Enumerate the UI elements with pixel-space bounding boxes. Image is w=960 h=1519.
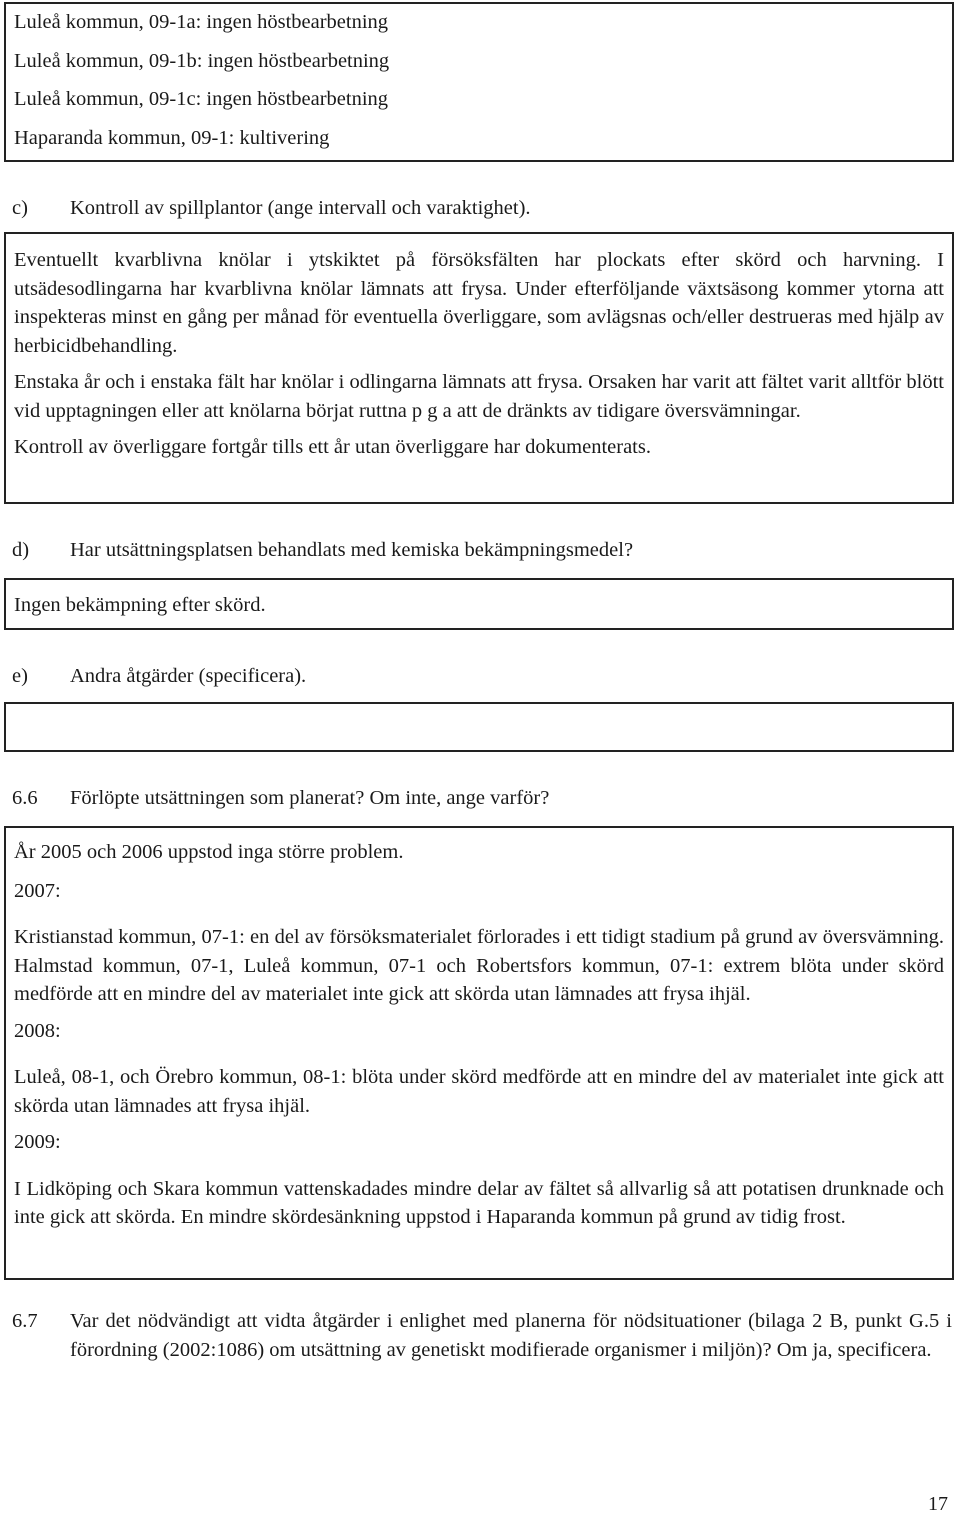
municipality-list-box (4, 2, 954, 162)
year-heading-2008: 2008: (14, 1019, 61, 1042)
list-line: Luleå kommun, 09-1c: ingen höstbearbetning (14, 88, 389, 110)
page-number: 17 (928, 1493, 948, 1515)
answer-paragraph: Enstaka år och i enstaka fält har knölar i odlingarna lämnats att frysa. Orsaken har varit att fältet varit alltför blött vid upptagningen eller att knölarna börjat ruttna p g a att de dränkts av tidigare översvämningar. (14, 371, 944, 422)
question-number: 6.6 (12, 787, 38, 809)
question-d (12, 536, 952, 565)
answer-box-e (4, 702, 954, 752)
year-heading-2009: 2009: (14, 1131, 61, 1153)
question-number: c) (12, 197, 28, 219)
answer-paragraph: Kontroll av överliggare fortgår tills ett år utan överliggare har dokumenterats. (14, 436, 651, 458)
question-e (12, 662, 952, 691)
question-6-7 (12, 1307, 952, 1364)
answer-paragraph: Eventuellt kvarblivna knölar i ytskiktet på försöksfälten har plockats efter skörd och harvning. I utsädesodlingarna har kvarblivna knölar lämnats att frysa. Under efterföljande växtsäsong kommer ytorna att inspekteras minst en gång per månad för eventuella överliggare, som avlägsnas och/eller destrueras med hjälp av herbicidbehandling. (14, 249, 944, 357)
list-line: Haparanda kommun, 09-1: kultivering (14, 126, 330, 149)
question-number: e) (12, 665, 28, 687)
list-line: Luleå kommun, 09-1a: ingen höstbearbetning (14, 11, 389, 33)
question-6-6 (12, 784, 952, 813)
question-number: 6.7 (12, 1310, 38, 1332)
list-line: Luleå kommun, 09-1b: ingen höstbearbetning (14, 49, 390, 72)
question-text: Har utsättningsplatsen behandlats med kemiska bekämpningsmedel? (70, 539, 634, 561)
year-heading-2007: 2007: (14, 879, 61, 902)
answer-box-6-6 (4, 826, 954, 1280)
answer-paragraph-2009: I Lidköping och Skara kommun vattenskadades mindre delar av fältet så allvarlig så att potatisen drunknade och inte gick att skörda. En mindre skördesänkning uppstod i Haparanda kommun på grund av tidig frost. (14, 1177, 944, 1228)
answer-paragraph-2008: Luleå, 08-1, och Örebro kommun, 08-1: blöta under skörd medförde att en mindre del av materialet inte gick att skörda utan lämnades att frysa ihjäl. (14, 1066, 944, 1117)
answer-box-c (4, 232, 954, 504)
question-number: d) (12, 539, 30, 561)
question-c (12, 194, 952, 223)
answer-box-d (4, 578, 954, 630)
question-text: Kontroll av spillplantor (ange intervall och varaktighet). (70, 197, 531, 219)
question-text: Andra åtgärder (specificera). (70, 665, 307, 687)
question-text: Var det nödvändigt att vidta åtgärder i enlighet med planerna för nödsituationer (bilaga 2 B, punkt G.5 i förordning (2002:1086) om utsättning av genetiskt modifierade organismer i miljön)? Om ja, specificera. (70, 1310, 952, 1361)
answer-text: Ingen bekämpning efter skörd. (14, 594, 266, 616)
answer-paragraph-2007: Kristianstad kommun, 07-1: en del av försöksmaterialet förlorades i ett tidigt stadium på grund av översvämning. Halmstad kommun, 07-1, Luleå kommun, 07-1 och Robertsfors kommun, 07-1: extrem blöta under skörd medförde att en mindre del av materialet inte gick att skörda utan lämnades att frysa ihjäl. (14, 926, 944, 1005)
answer-intro: År 2005 och 2006 uppstod inga större problem. (14, 841, 404, 863)
question-text: Förlöpte utsättningen som planerat? Om inte, ange varför? (70, 787, 550, 809)
